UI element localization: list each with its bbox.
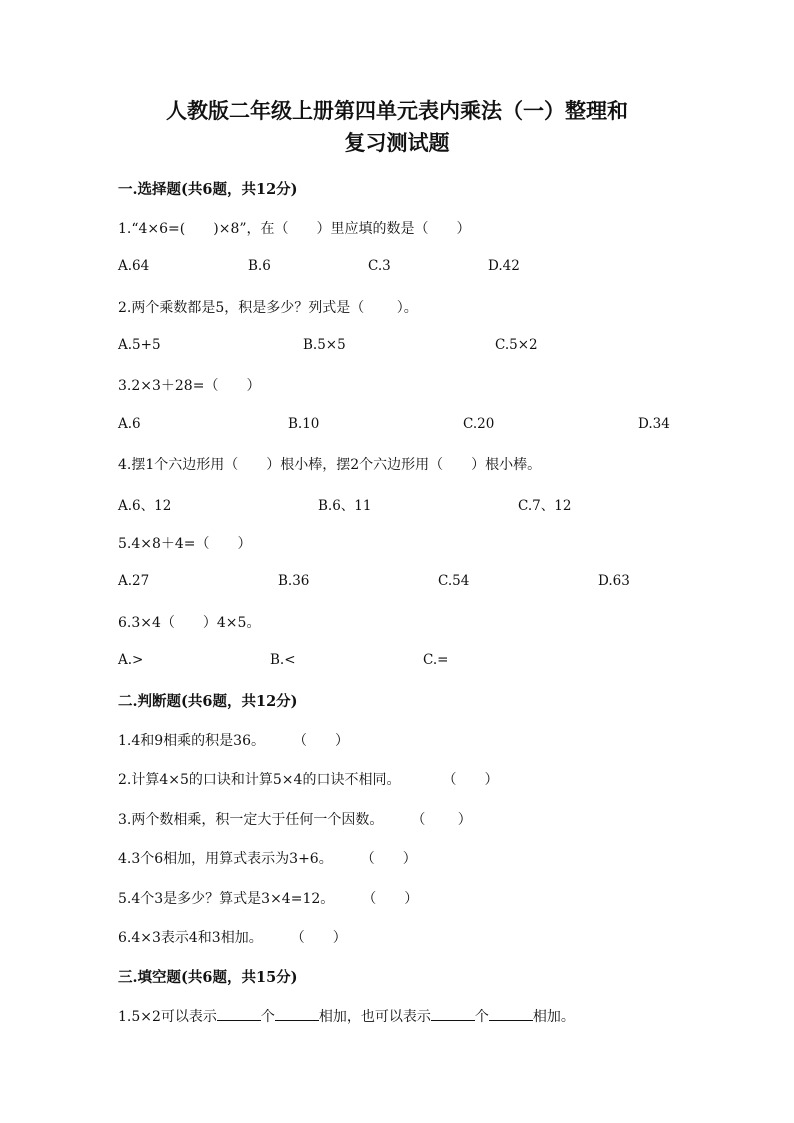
choice-q5-option-b: B.36 bbox=[278, 573, 310, 589]
choice-q1-option-d: D.42 bbox=[488, 258, 520, 274]
choice-question-4: 4.摆1个六边形用（ ）根小棒，摆2个六边形用（ ）根小棒。 bbox=[118, 457, 542, 473]
fill-blank-q1-text-2: 个 bbox=[260, 1009, 275, 1025]
answer-blank-4[interactable] bbox=[489, 1006, 533, 1021]
choice-q2-option-b: B.5×5 bbox=[303, 337, 346, 353]
choice-question-1: 1.“4×6=( )×8”，在（ ）里应填的数是（ ） bbox=[118, 221, 471, 237]
choice-q3-option-d: D.34 bbox=[638, 416, 670, 432]
fill-blank-q1-text-4: 个 bbox=[474, 1009, 489, 1025]
choice-question-2: 2.两个乘数都是5，积是多少？列式是（ ）。 bbox=[118, 300, 418, 316]
judgement-question-5: 5.4个3是多少？算式是3×4=12。 （ ） bbox=[118, 891, 419, 907]
section-header-fill-blank: 三.填空题(共6题，共15分) bbox=[118, 969, 298, 986]
choice-q3-option-c: C.20 bbox=[463, 416, 495, 432]
section-header-choice: 一.选择题(共6题，共12分) bbox=[118, 181, 298, 198]
page-title-line-2: 复习测试题 bbox=[344, 130, 450, 155]
choice-q1-option-c: C.3 bbox=[368, 258, 391, 274]
choice-q6-option-c: C.= bbox=[423, 652, 449, 668]
choice-q6-option-b: B.< bbox=[270, 652, 296, 668]
judgement-question-3: 3.两个数相乘，积一定大于任何一个因数。 （ ） bbox=[118, 812, 472, 828]
page-title-line-1: 人教版二年级上册第四单元表内乘法（一）整理和 bbox=[166, 98, 628, 123]
choice-q4-option-a: A.6、12 bbox=[118, 498, 172, 514]
choice-q2-option-a: A.5+5 bbox=[118, 337, 161, 353]
judgement-question-1: 1.4和9相乘的积是36。 （ ） bbox=[118, 733, 349, 749]
choice-q6-option-a: A.> bbox=[118, 652, 144, 668]
fill-blank-q1-text-5: 相加。 bbox=[532, 1009, 575, 1025]
judgement-question-4: 4.3个6相加，用算式表示为3+6。 （ ） bbox=[118, 851, 417, 867]
fill-blank-q1-text-1: 1.5×2可以表示 bbox=[118, 1009, 217, 1025]
choice-q1-option-b: B.6 bbox=[248, 258, 271, 274]
fill-blank-q1-text-3: 相加，也可以表示 bbox=[318, 1009, 431, 1025]
answer-blank-2[interactable] bbox=[275, 1006, 319, 1021]
choice-q5-option-a: A.27 bbox=[118, 573, 150, 589]
choice-q1-option-a: A.64 bbox=[118, 258, 150, 274]
choice-q3-option-b: B.10 bbox=[288, 416, 320, 432]
section-header-judgement: 二.判断题(共6题，共12分) bbox=[118, 693, 298, 710]
choice-q5-option-c: C.54 bbox=[438, 573, 470, 589]
choice-question-5: 5.4×8＋4=（ ） bbox=[118, 536, 252, 552]
choice-question-3: 3.2×3＋28=（ ） bbox=[118, 378, 261, 394]
choice-q5-option-d: D.63 bbox=[598, 573, 630, 589]
answer-blank-1[interactable] bbox=[217, 1006, 261, 1021]
choice-q4-option-c: C.7、12 bbox=[518, 498, 572, 514]
answer-blank-3[interactable] bbox=[431, 1006, 475, 1021]
fill-blank-question-1 bbox=[118, 1006, 575, 1026]
choice-q2-option-c: C.5×2 bbox=[495, 337, 538, 353]
choice-q3-option-a: A.6 bbox=[118, 416, 141, 432]
choice-q4-option-b: B.6、11 bbox=[318, 498, 372, 514]
judgement-question-6: 6.4×3表示4和3相加。 （ ） bbox=[118, 930, 347, 946]
judgement-question-2: 2.计算4×5的口诀和计算5×4的口诀不相同。 （ ） bbox=[118, 772, 499, 788]
choice-question-6: 6.3×4（ ）4×5。 bbox=[118, 615, 261, 631]
